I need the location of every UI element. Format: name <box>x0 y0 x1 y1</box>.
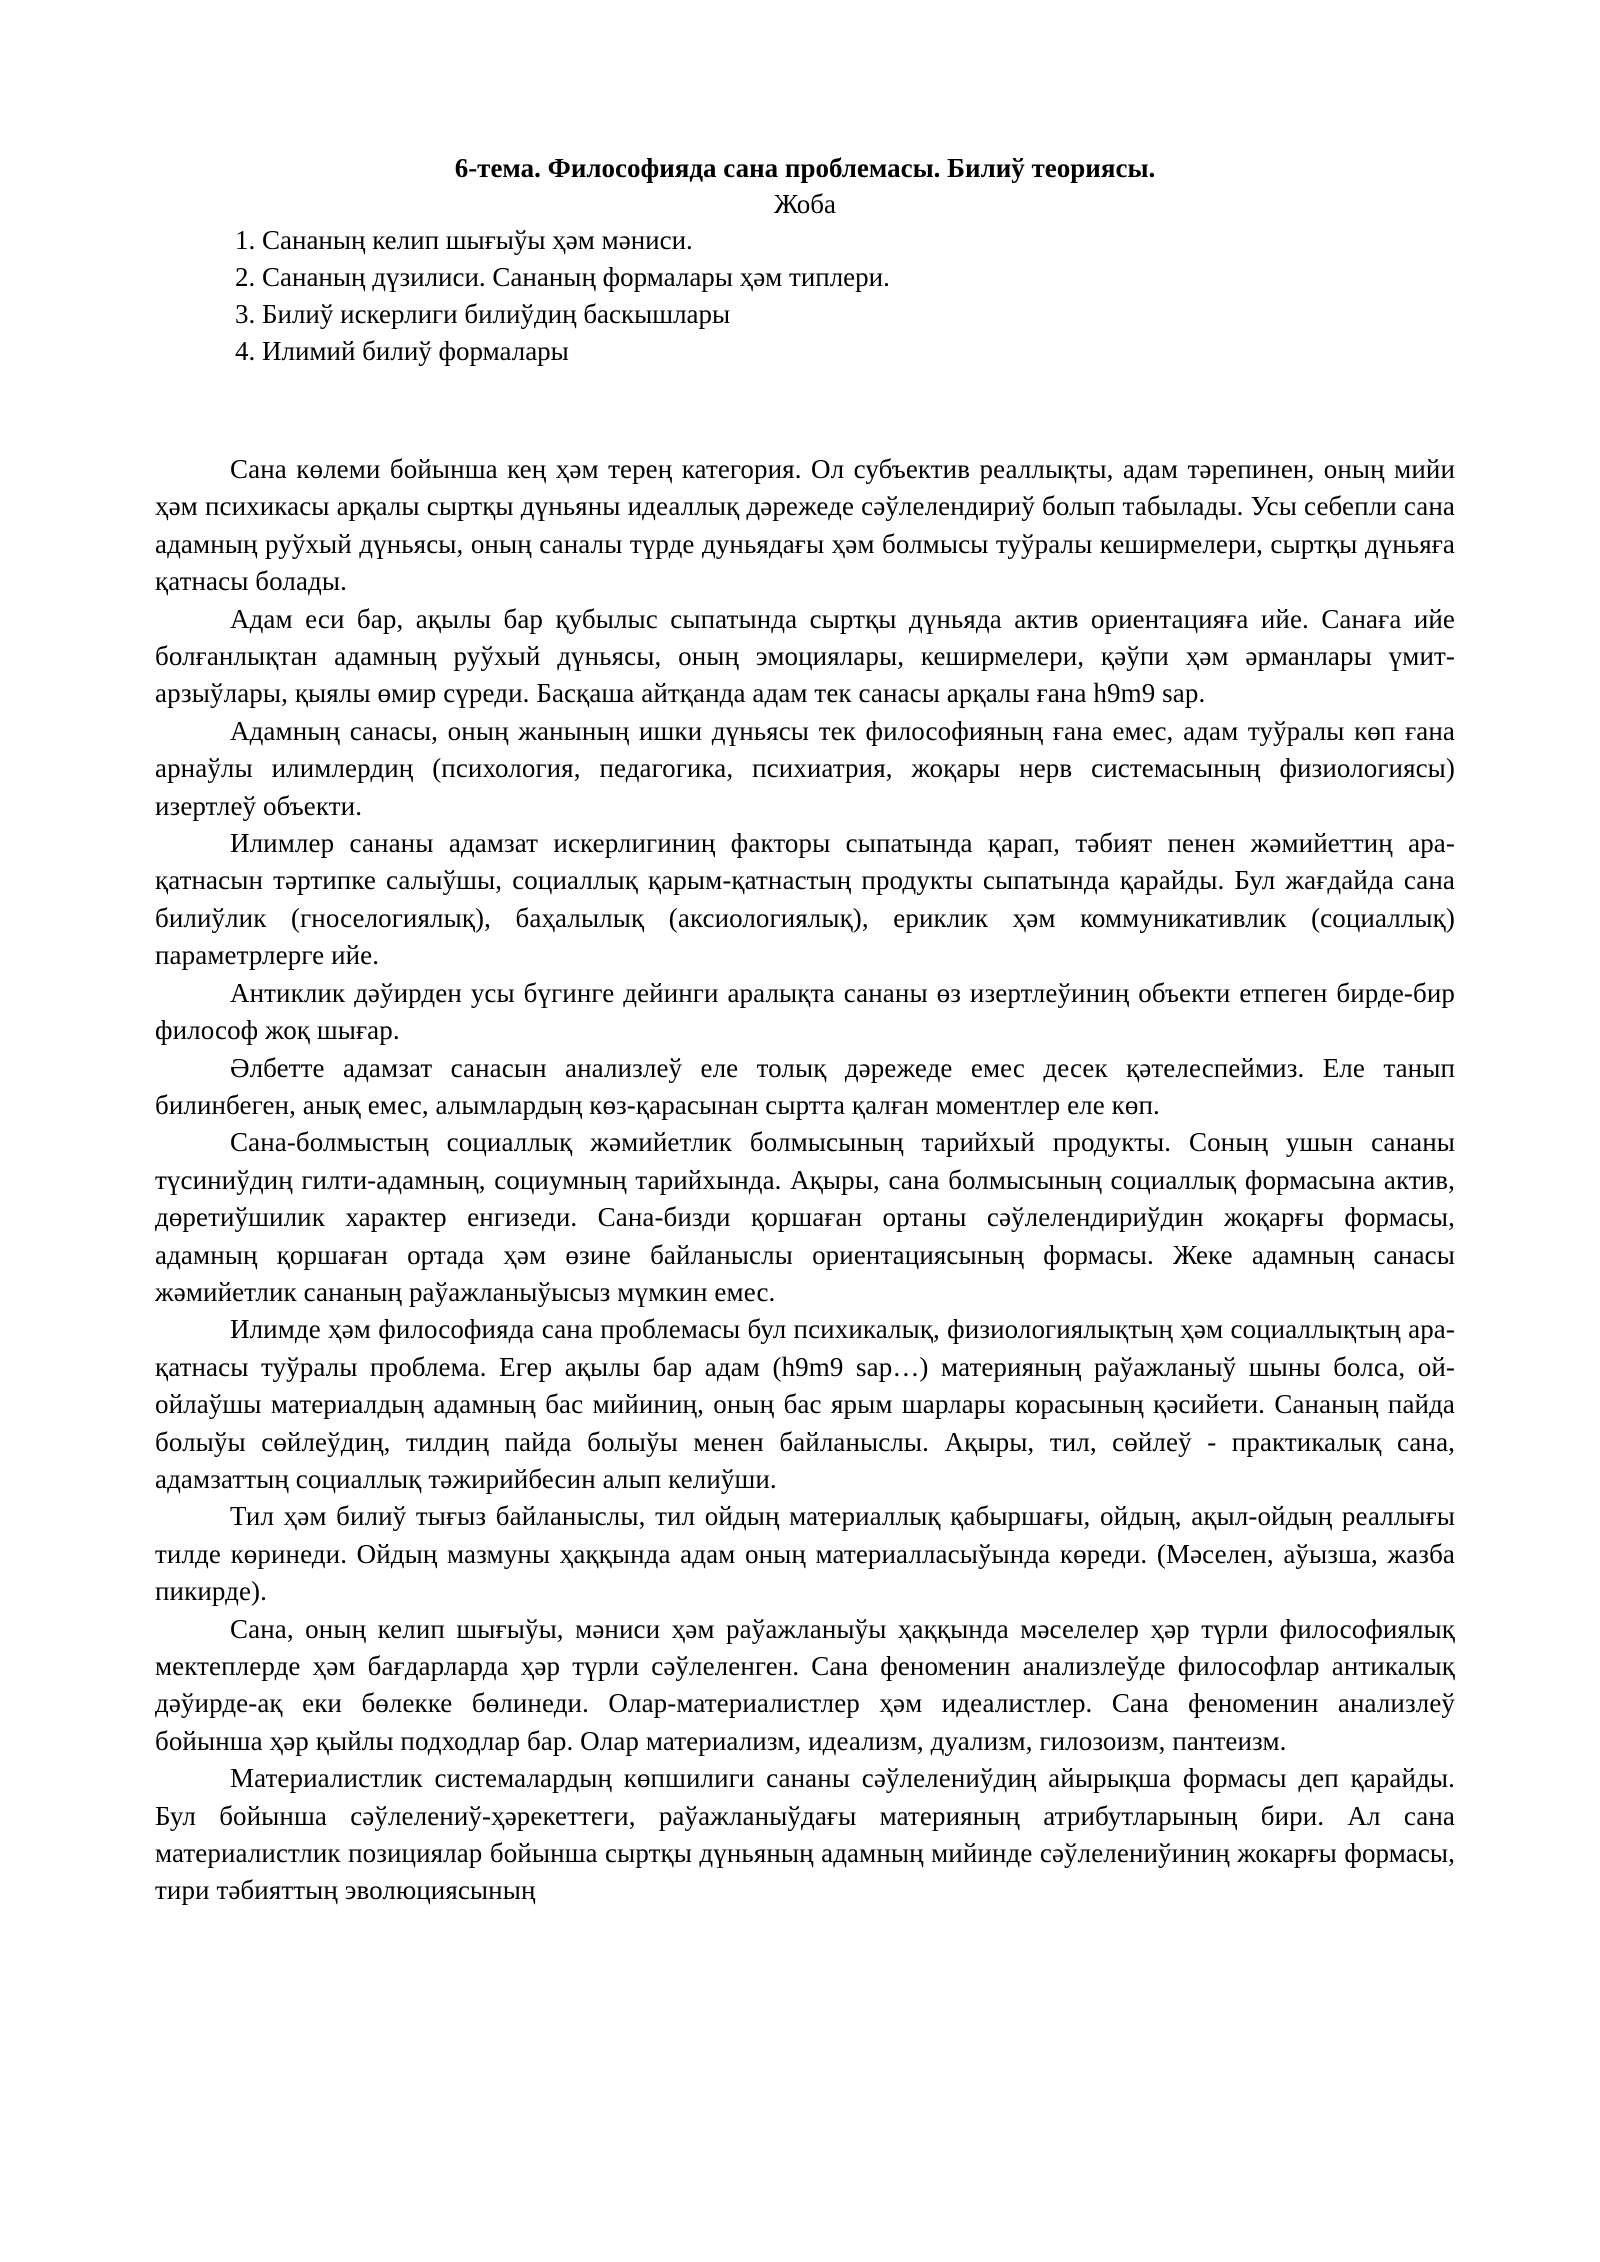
section-spacer <box>155 370 1455 451</box>
document-page <box>155 150 1455 1910</box>
paragraph: Сана көлеми бойынша кең ҳәм терең категория. Ол субъектив реаллықты, адам тәрепинен, оның мийи ҳәм психикасы арқалы сыртқы дүньяны идеаллық дәрежеде сәўлелендириў болып табылады. Усы себепли сана адамның руўхый дүньясы, оның саналы түрде дуньядағы ҳәм болмысы туўралы кеширмелери, сыртқы дүньяға қатнасы болады. <box>155 454 1455 597</box>
document-subtitle: Жоба <box>773 189 837 219</box>
paragraph: Тил ҳәм билиў тығыз байланыслы, тил ойдың материаллық қабыршағы, ойдың, ақыл-ойдың реаллығы тилде көринеди. Ойдың мазмуны ҳаққында адам оның материалласыўында көреди. (Мәселен, аўызша, жазба пикирде). <box>155 1501 1455 1607</box>
paragraph: Илимде ҳәм философияда сана проблемасы бул психикалық, физиологиялықтың ҳәм социаллықтың ара-қатнасы туўралы проблема. Егер ақылы бар адам (h9m9 sap…) материяның раўажланыў шыны болса, ой-ойлаўшы материалдың адамның бас мийиниң, оның бас ярым шарлары корасының қәсийети. Сананың пайда болыўы сөйлеўдиң, тилдиң пайда болыўы менен байланыслы. Ақыры, тил, сөйлеў - практикалық сана, адамзаттың социаллық тәжирийбесин алып келиўши. <box>155 1314 1455 1494</box>
paragraph: Материалистлик системалардың көпшилиги сананы сәўлелениўдиң айырықша формасы деп қарайды. Бул бойынша сәўлелениў-ҳәрекеттеги, раўажланыўдағы материяның атрибутларының бири. Ал сана материалистлик позициялар бойынша сыртқы дүньяның адамның мийинде сәўлелениўиниң жокарғы формасы, тири тәбияттың эволюциясының <box>155 1763 1455 1906</box>
plan-item: 4. Илимий билиў формалары <box>235 336 569 366</box>
paragraph: Антиклик дәўирден усы бүгинге дейинги аралықта сананы өз изертлеўиниң объекти етпеген бирде-бир философ жоқ шығар. <box>155 977 1455 1046</box>
body-text <box>155 451 1455 1910</box>
paragraph: Адам еси бар, ақылы бар қубылыс сыпатында сыртқы дүньяда актив ориентацияға ийе. Санаға ийе болғанлықтан адамның руўхый дүньясы, оның эмоциялары, кеширмелери, қәўпи ҳәм әрманлары үмит-арзыўлары, қыялы өмир сүреди. Басқаша айтқанда адам тек санасы арқалы ғана h9m9 sap. <box>155 603 1455 709</box>
plan-item: 1. Сананың келип шығыўы ҳәм мәниси. <box>235 225 693 255</box>
plan-item: 3. Билиў искерлиги билиўдиң баскышлары <box>235 299 731 329</box>
paragraph: Илимлер сананы адамзат искерлигиниң факторы сыпатында қарап, тәбият пенен жәмийеттиң ара-қатнасын тәртипке салыўшы, социаллық қарым-қатнастың продукты сыпатында қарайды. Бул жағдайда сана билиўлик (гноселогиялық), баҳалылық (аксиологиялық), ериклик ҳәм коммуникативлик (социаллық) параметрлерге ийе. <box>155 828 1455 971</box>
document-title: 6-тема. Философияда сана проблемасы. Билиў теориясы. <box>454 153 1156 183</box>
paragraph: Сана-болмыстың социаллық жәмийетлик болмысының тарийхый продукты. Соның ушын сананы түсиниўдиң гилти-адамның, социумның тарийхында. Ақыры, сана болмысының социаллық формасына актив, дөретиўшилик характер енгизеди. Сана-бизди қоршаған ортаны сәўлелендириўдин жоқарғы формасы, адамның қоршаған ортада ҳәм өзине байланыслы ориентациясының формасы. Жеке адамның санасы жәмийетлик сананың раўажланыўысыз мүмкин емес. <box>155 1127 1455 1307</box>
paragraph: Әлбетте адамзат санасын анализлеў еле толық дәрежеде емес десек қәтелеспеймиз. Еле танып билинбеген, анық емес, алымлардың көз-қарасынан сыртта қалған моментлер еле көп. <box>155 1052 1455 1120</box>
paragraph: Сана, оның келип шығыўы, мәниси ҳәм раўажланыўы ҳаққында мәселелер ҳәр түрли философиялық мектеплерде ҳәм бағдарларда ҳәр түрли сәўлеленген. Сана феноменин анализлеўде философлар антикалық дәўирде-ақ еки бөлекке бөлинеди. Олар-материалистлер ҳәм идеалистлер. Сана феноменин анализлеў бойынша ҳәр қыйлы подходлар бар. Олар материализм, идеализм, дуализм, гилозоизм, пантеизм. <box>155 1613 1455 1756</box>
plan-list <box>155 222 1455 370</box>
paragraph: Адамның санасы, оның жанының ишки дүньясы тек философияның ғана емес, адам туўралы көп ғана арнаўлы илимлердиң (психология, педагогика, психиатрия, жоқары нерв системасының физиологиясы) изертлеў объекти. <box>155 715 1455 821</box>
plan-item: 2. Сананың дүзилиси. Сананың формалары ҳәм типлери. <box>235 262 890 292</box>
